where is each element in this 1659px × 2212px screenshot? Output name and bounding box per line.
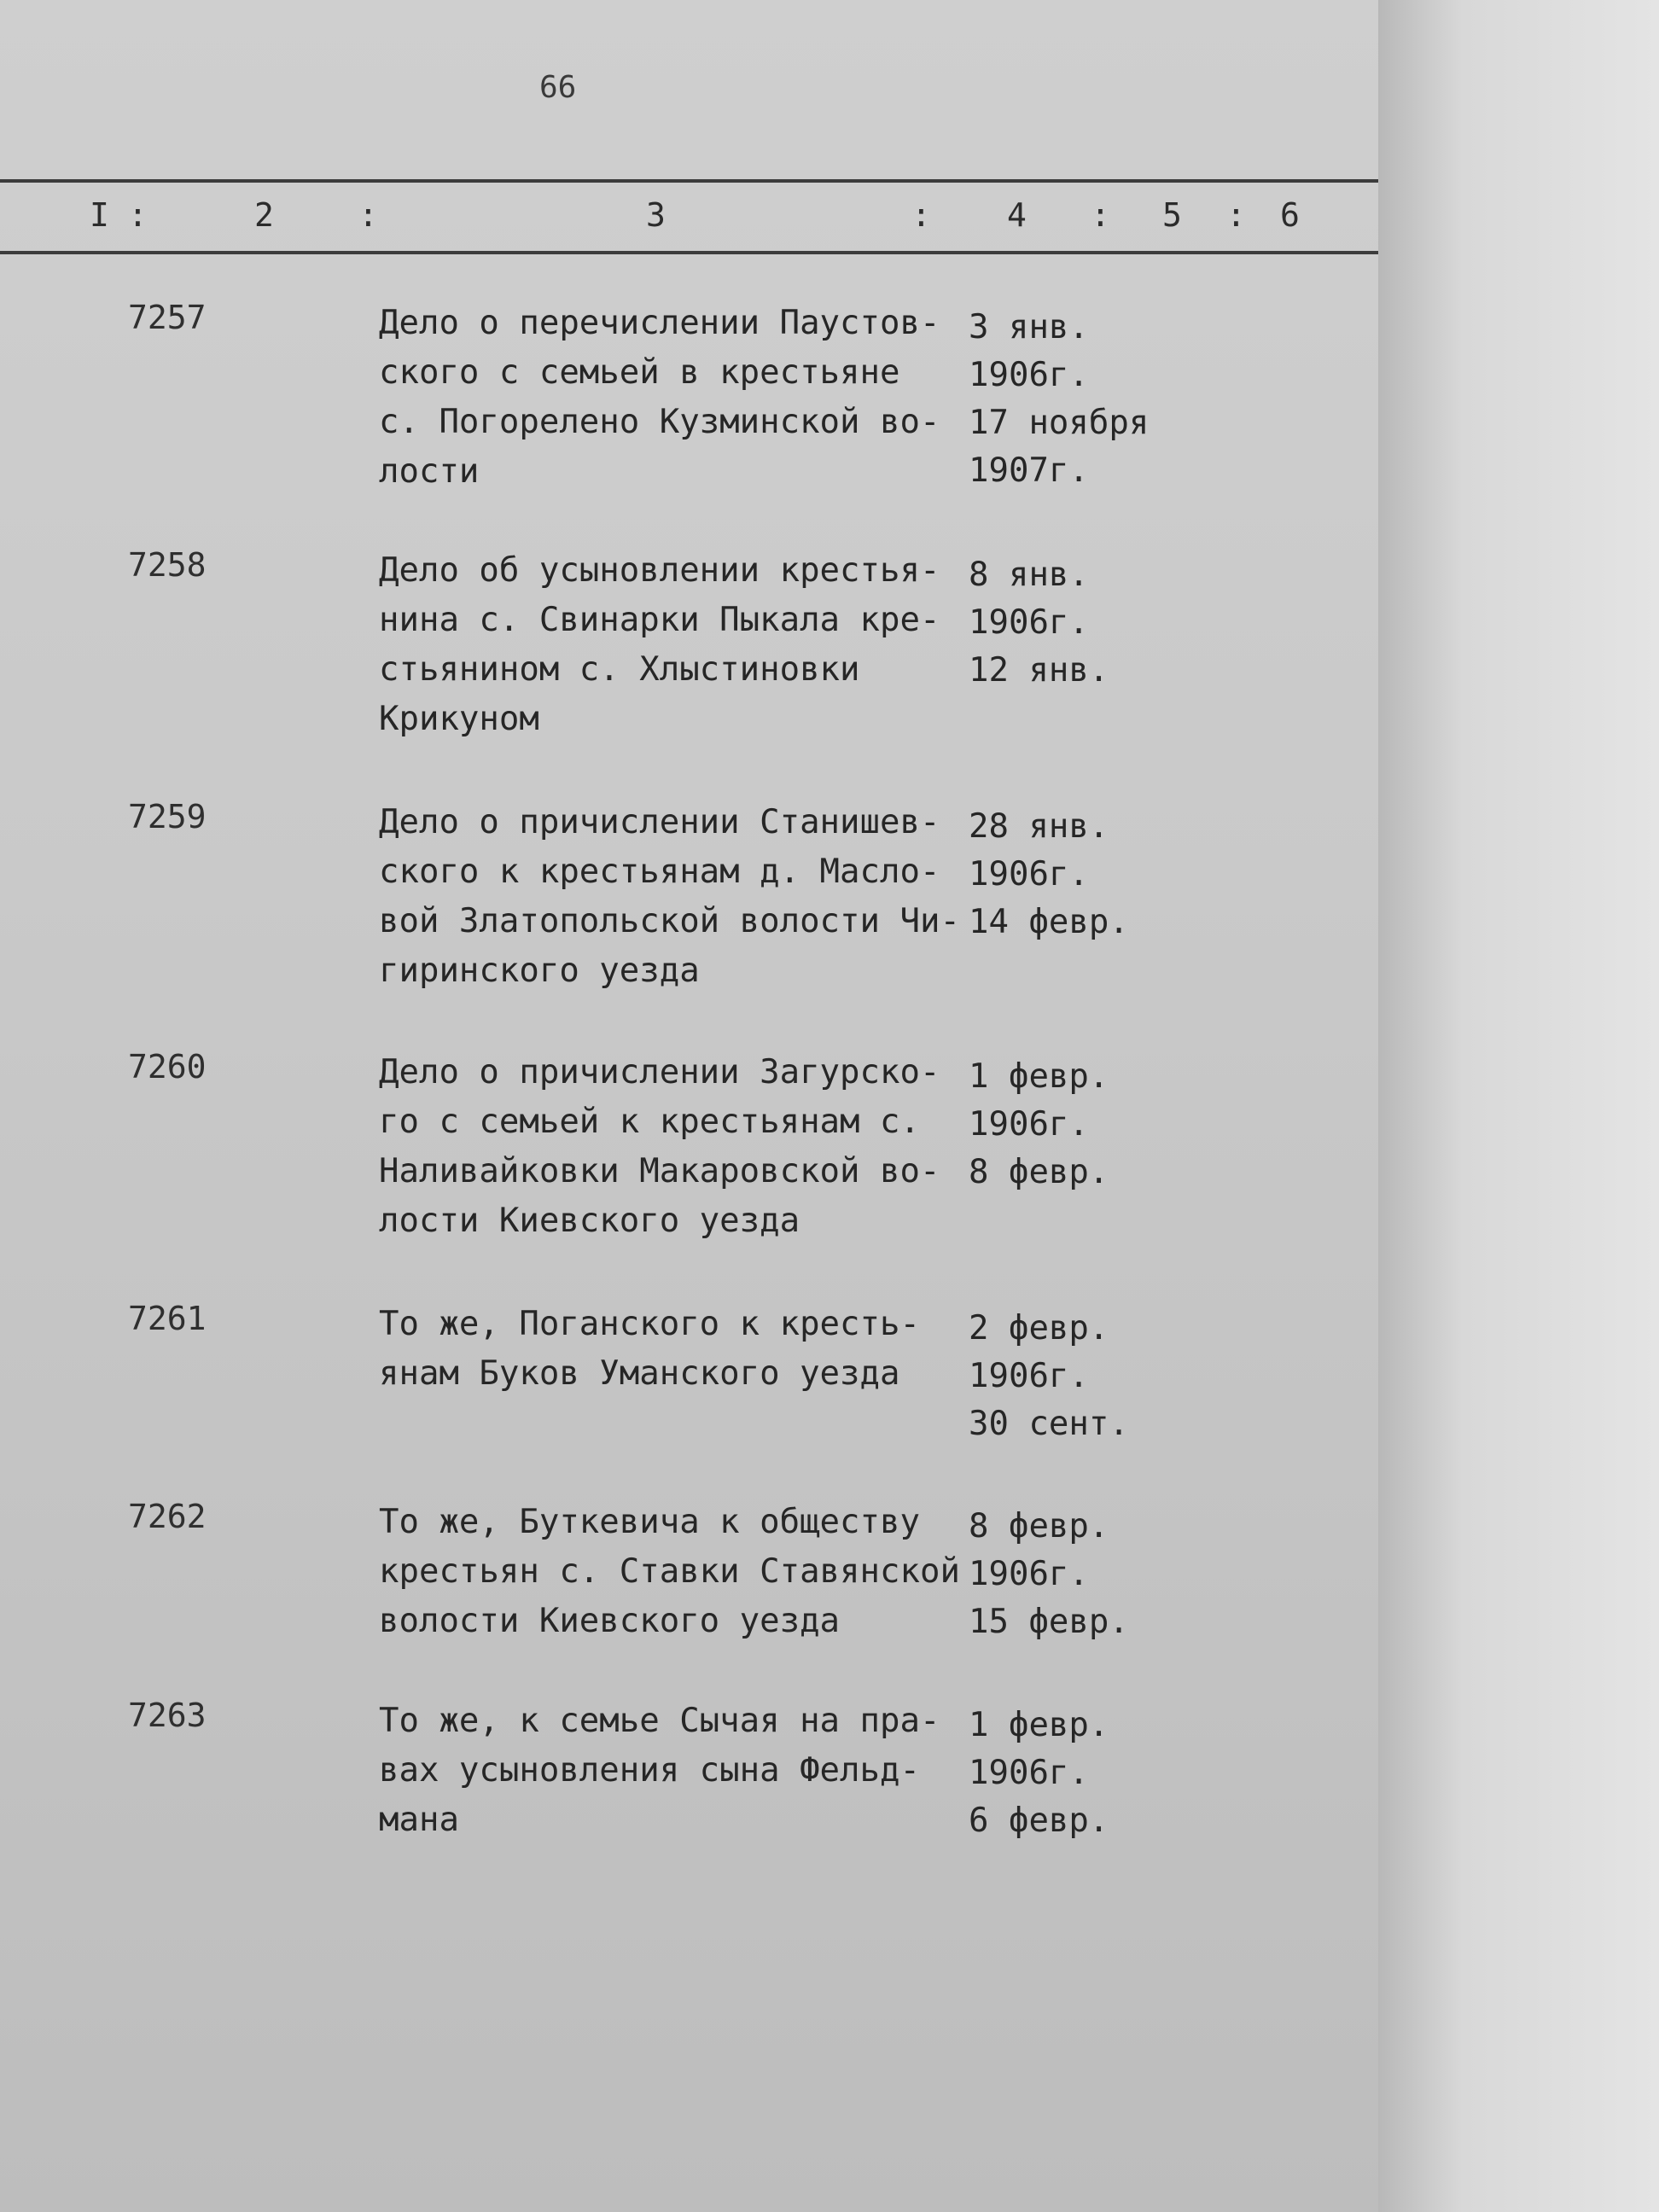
entry-description [379, 546, 976, 744]
column-separator: : [358, 196, 378, 234]
date-line: 1 февр. [969, 1706, 1109, 1744]
description-line: ского с семьей в крестьяне [379, 353, 900, 392]
date-line: 30 сент. [969, 1405, 1129, 1443]
description-line: ского к крестьянам д. Масло- [379, 853, 940, 891]
entry-number: 7259 [128, 798, 207, 835]
entry-number: 7258 [128, 546, 207, 584]
column-header-4: 4 [1007, 196, 1027, 234]
description-line: вой Златопольской волости Чи- [379, 902, 960, 940]
description-line: Дело о причислении Станишев- [379, 803, 940, 841]
description-line: мана [379, 1801, 459, 1839]
date-line: 8 янв. [969, 556, 1089, 594]
description-line: Крикуном [379, 700, 539, 738]
description-line: Наливайковки Макаровской во- [379, 1152, 940, 1190]
column-header-2: 2 [254, 196, 274, 234]
entry-dates [969, 1305, 1190, 1448]
entry-description [379, 1498, 976, 1646]
entry-dates [969, 1053, 1190, 1196]
entry-number: 7261 [128, 1300, 207, 1337]
description-line: Дело об усыновлении крестья- [379, 551, 940, 590]
column-header-5: 5 [1162, 196, 1182, 234]
description-line: лости Киевского уезда [379, 1202, 800, 1240]
column-header-1: I [90, 196, 109, 234]
entry-description [379, 1048, 976, 1246]
column-separator: : [911, 196, 931, 234]
date-line: 1906г. [969, 1105, 1089, 1144]
column-header-3: 3 [646, 196, 666, 234]
date-line: 1906г. [969, 855, 1089, 894]
description-line: Дело о перечислении Паустов- [379, 304, 940, 342]
date-line: 1906г. [969, 1555, 1089, 1593]
description-line: янам Буков Уманского уезда [379, 1354, 900, 1393]
entry-number: 7257 [128, 299, 207, 336]
column-separator: : [128, 196, 148, 234]
column-separator: : [1226, 196, 1246, 234]
date-line: 6 февр. [969, 1802, 1109, 1840]
entry-dates [969, 304, 1190, 495]
entry-dates [969, 551, 1190, 695]
date-line: 14 февр. [969, 903, 1129, 941]
description-line: гиринского уезда [379, 952, 700, 990]
date-line: 8 февр. [969, 1507, 1109, 1545]
description-line: волости Киевского уезда [379, 1602, 841, 1640]
description-line: стьянином с. Хлыстиновки [379, 650, 860, 689]
date-line: 15 февр. [969, 1603, 1129, 1641]
date-line: 1 февр. [969, 1057, 1109, 1096]
header-rule-bottom [0, 251, 1378, 254]
date-line: 2 февр. [969, 1309, 1109, 1348]
entry-number: 7263 [128, 1697, 207, 1734]
date-line: 1907г. [969, 451, 1089, 490]
entry-number: 7262 [128, 1498, 207, 1535]
description-line: То же, Поганского к кресть- [379, 1305, 920, 1343]
description-line: лости [379, 452, 480, 491]
description-line: с. Погорелено Кузминской во- [379, 403, 940, 441]
date-line: 1906г. [969, 1754, 1089, 1792]
date-line: 1906г. [969, 1357, 1089, 1395]
date-line: 1906г. [969, 356, 1089, 394]
date-line: 12 янв. [969, 651, 1109, 690]
description-line: То же, к семье Сычая на пра- [379, 1702, 940, 1740]
column-header-6: 6 [1280, 196, 1300, 234]
description-line: То же, Буткевича к обществу [379, 1503, 920, 1541]
description-line: Дело о причислении Загурско- [379, 1053, 940, 1091]
column-separator: : [1091, 196, 1110, 234]
date-line: 28 янв. [969, 807, 1109, 846]
description-line: вах усыновления сына Фельд- [379, 1751, 920, 1790]
entry-description [379, 798, 976, 996]
entry-dates [969, 1702, 1190, 1845]
entry-description [379, 1697, 976, 1845]
entry-description [379, 1300, 976, 1399]
header-rule-top [0, 179, 1378, 183]
adjacent-page-edge [1378, 0, 1659, 2212]
description-line: го с семьей к крестьянам с. [379, 1103, 920, 1141]
entry-number: 7260 [128, 1048, 207, 1086]
entry-dates [969, 803, 1190, 946]
description-line: нина с. Свинарки Пыкала кре- [379, 601, 940, 639]
description-line: крестьян с. Ставки Ставянской [379, 1552, 960, 1591]
date-line: 8 февр. [969, 1153, 1109, 1191]
entry-dates [969, 1503, 1190, 1646]
date-line: 17 ноября [969, 404, 1150, 442]
entry-description [379, 299, 976, 497]
date-line: 3 янв. [969, 308, 1089, 346]
page-number: 66 [539, 70, 577, 105]
date-line: 1906г. [969, 603, 1089, 642]
